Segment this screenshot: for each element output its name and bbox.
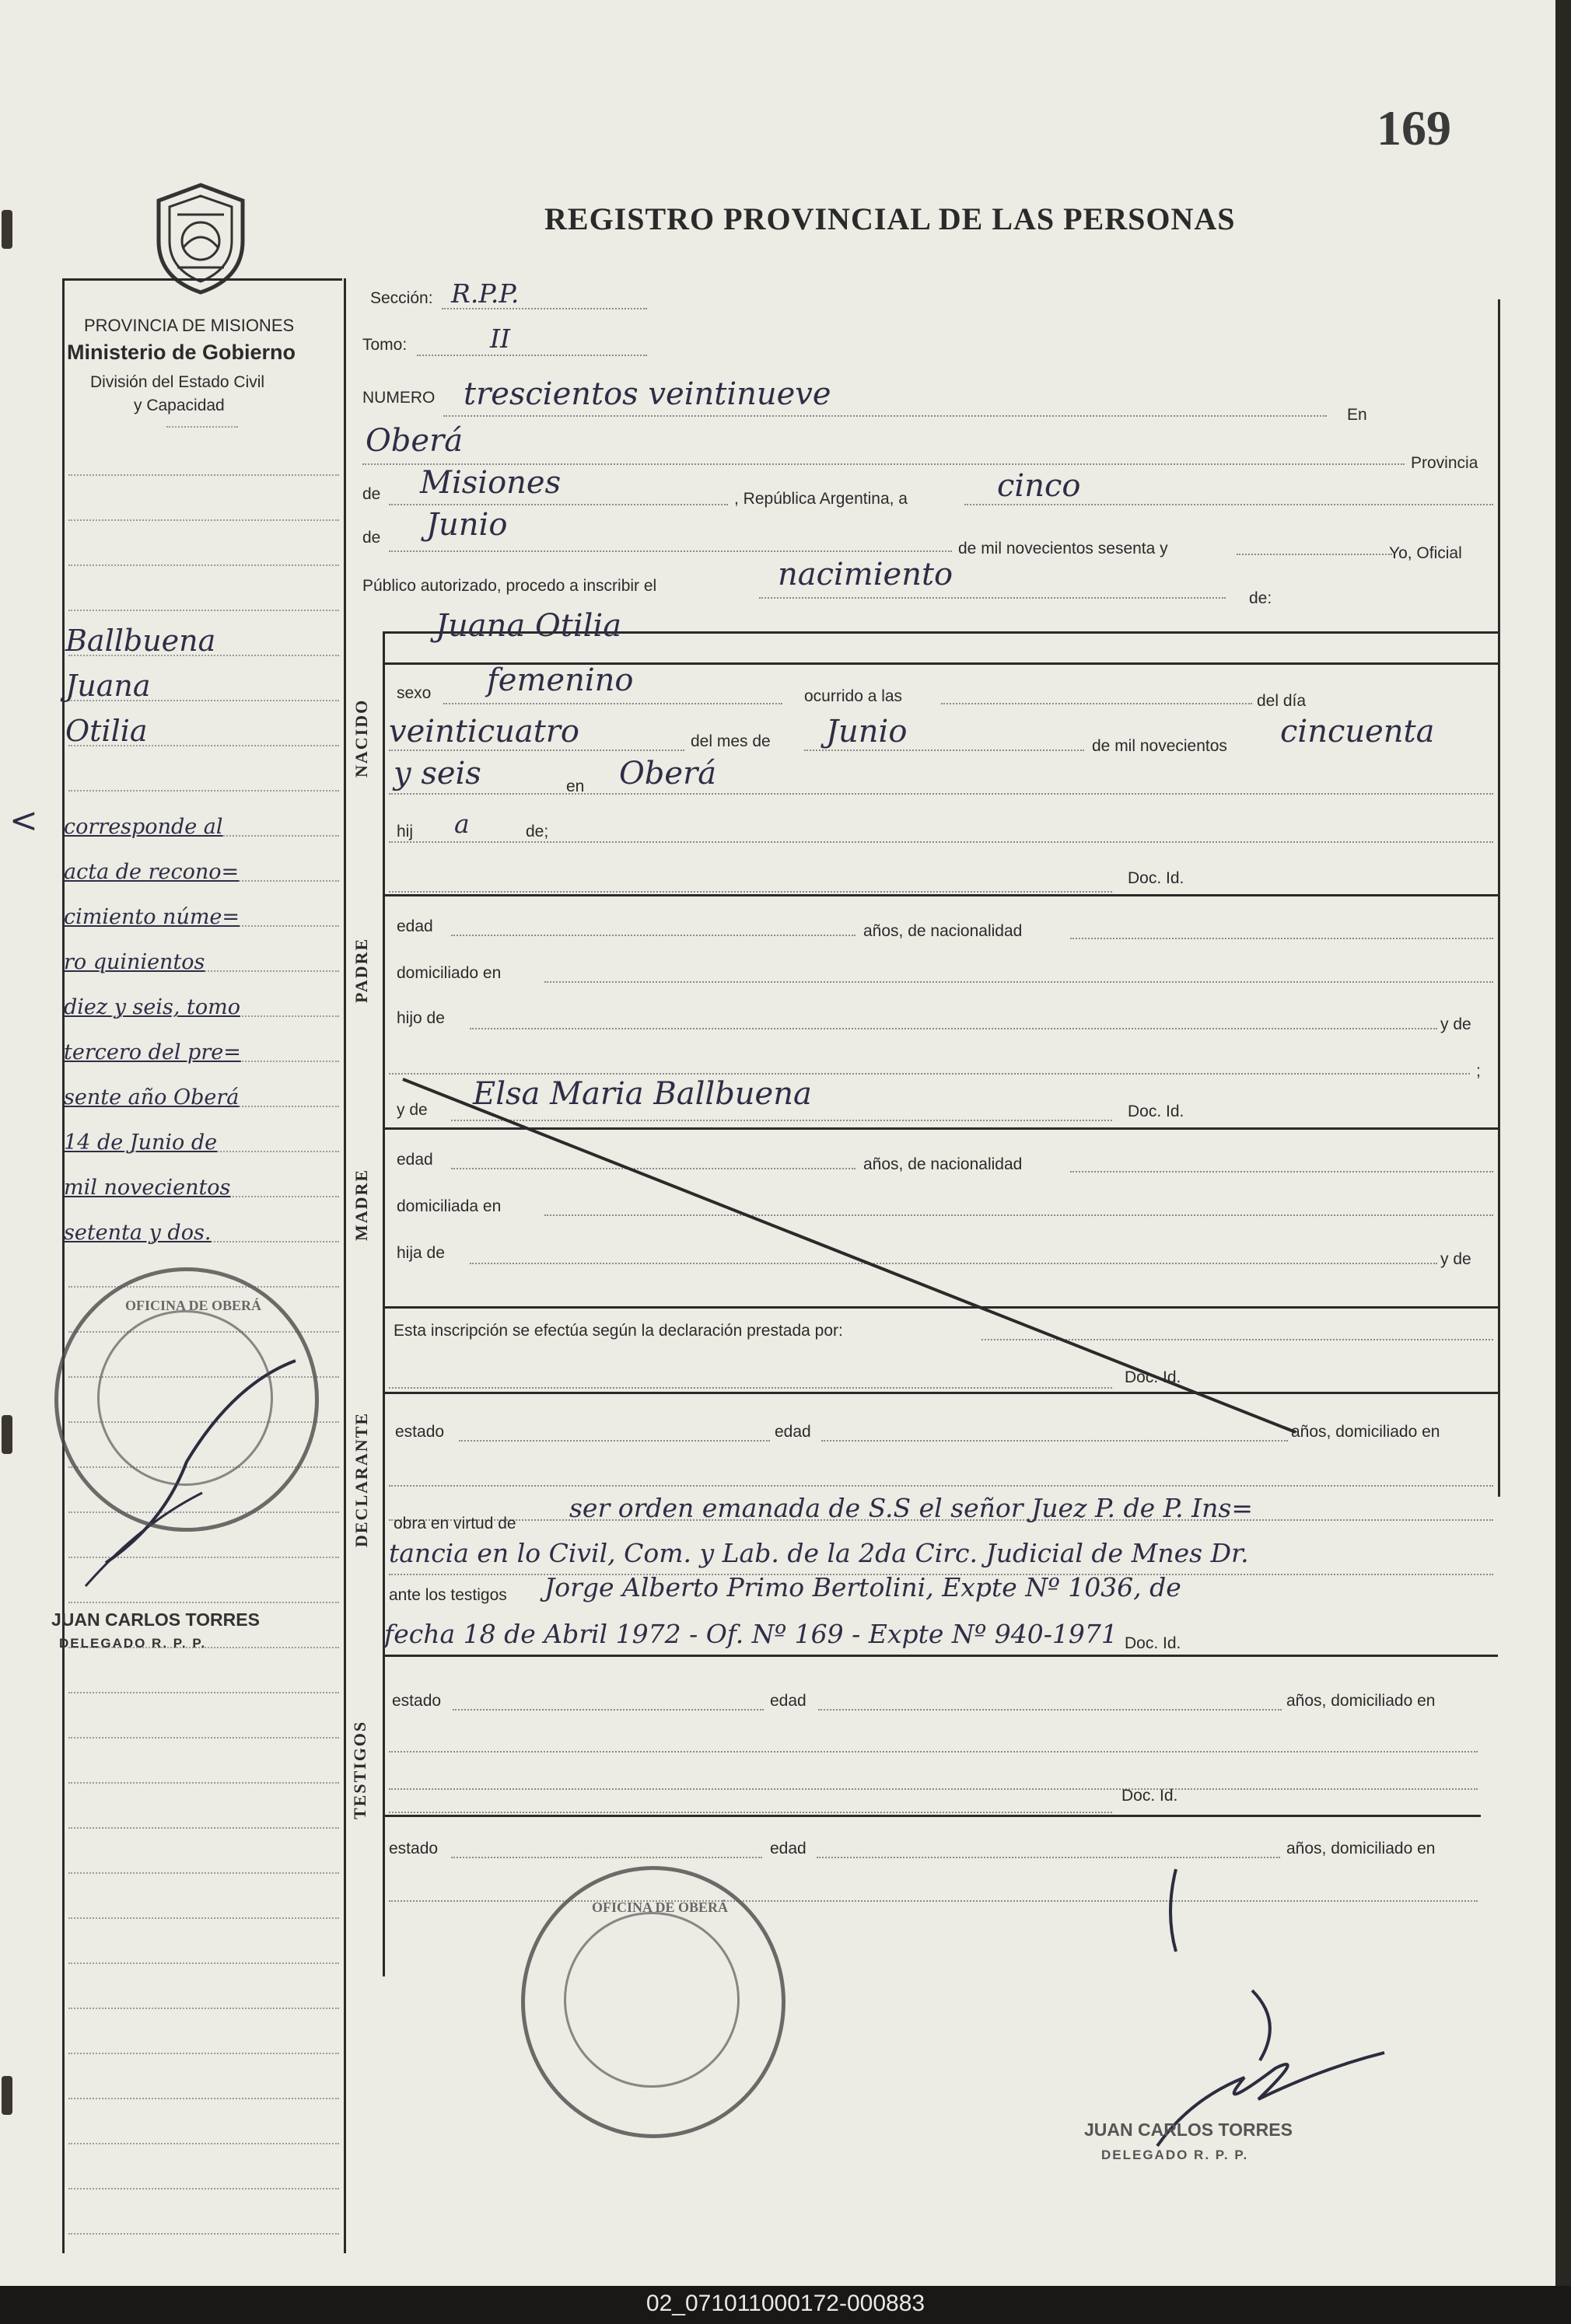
declarante-edad-label: edad: [775, 1423, 811, 1441]
testigo2-estado-label: estado: [389, 1840, 439, 1857]
ocurrido-label: ocurrido a las: [804, 687, 903, 705]
provincia-label: Provincia: [1411, 454, 1478, 472]
republica-label: , República Argentina, a: [734, 490, 908, 508]
office-stamp-bottom: [521, 1866, 786, 2138]
tomo-label: Tomo:: [362, 336, 408, 354]
numero-label: NUMERO: [362, 389, 436, 407]
margin-name-line: Juana: [65, 669, 151, 703]
declarante-dom-label: años, domiciliado en: [1291, 1423, 1440, 1441]
madre-dom-label: domiciliada en: [397, 1197, 502, 1215]
office-stamp-bottom-text: OFICINA DE OBERÁ: [592, 1899, 729, 1915]
padre-doc-label: Doc. Id.: [1128, 869, 1184, 887]
office-stamp-left-inner: [97, 1310, 273, 1486]
obra-line4-value: fecha 18 de Abril 1972 - Of. Nº 169 - Expte Nº 940-1971: [384, 1619, 1118, 1649]
padre-dom-label: domiciliado en: [397, 964, 502, 982]
padre-nac-label: años, de nacionalidad: [863, 922, 1023, 940]
margin-note-line: setenta y dos.: [64, 1221, 212, 1245]
section-label-declarante: DECLARANTE: [352, 1411, 371, 1547]
nombre-value: Juana Otilia: [436, 608, 622, 644]
province-name: PROVINCIA DE MISIONES: [84, 316, 295, 335]
margin-note-line: mil novecientos: [64, 1176, 231, 1200]
division-line1: División del Estado Civil: [90, 373, 265, 391]
declarante-doc-label: Doc. Id.: [1125, 1368, 1181, 1386]
madre-nac-label: años, de nacionalidad: [863, 1155, 1023, 1173]
image-id-caption: 02_071011000172-000883: [646, 2291, 925, 2316]
testigo2-doc-label: Doc. Id.: [1121, 1787, 1178, 1805]
mes-nac-value: Junio: [826, 714, 908, 750]
testigo1-estado-label: estado: [392, 1692, 442, 1710]
de-mil-nov-label: de mil novecientos: [1092, 737, 1227, 755]
testigo1-dom-label: años, domiciliado en: [1286, 1692, 1436, 1710]
delegate-title-left: DELEGADO R. P. P.: [59, 1636, 207, 1651]
padre-semicolon: ;: [1476, 1062, 1481, 1080]
anio-nac-value-2: y seis: [394, 756, 481, 792]
madre-yde2-label: y de: [1440, 1250, 1471, 1268]
division-line2: y Capacidad: [134, 397, 225, 414]
sexo-label: sexo: [397, 684, 432, 702]
del-mes-label: del mes de: [691, 732, 771, 750]
testigo2-dom-label: años, domiciliado en: [1286, 1840, 1436, 1857]
hij-suffix-value: a: [454, 809, 470, 839]
publico-label: Público autorizado, procedo a inscribir el: [362, 577, 657, 595]
section-label-nacido: NACIDO: [352, 698, 371, 778]
anio-nac-value-1: cincuenta: [1280, 714, 1435, 750]
dia-nac-value: veinticuatro: [389, 714, 579, 750]
margin-note-line: corresponde al: [64, 815, 223, 839]
padre-hijo-label: hijo de: [397, 1009, 445, 1027]
declarante-estado-label: estado: [395, 1423, 445, 1441]
lugar-value: Oberá: [366, 423, 464, 459]
section-label-testigos: TESTIGOS: [350, 1720, 369, 1819]
testigo1-doc-label: Doc. Id.: [1125, 1634, 1181, 1652]
madre-doc-label: Doc. Id.: [1128, 1103, 1184, 1120]
delegate-title-bottom: DELEGADO R. P. P.: [1101, 2148, 1249, 2162]
testigo2-edad-label: edad: [770, 1840, 806, 1857]
margin-note-line: ro quinientos: [64, 950, 205, 974]
obra-line2-value: tancia en lo Civil, Com. y Lab. de la 2da Circ. Judicial de Mnes Dr.: [389, 1538, 1249, 1568]
en-label: En: [1347, 406, 1367, 424]
madre-yde-label: y de: [397, 1101, 428, 1119]
margin-note-line: cimiento núme=: [64, 905, 240, 929]
hij-label: hij: [397, 823, 414, 840]
inscripcion-label: Esta inscripción se efectúa según la declaración prestada por:: [394, 1322, 843, 1340]
obra-line1-value: ser orden emanada de S.S el señor Juez P. de P. Ins=: [569, 1493, 1253, 1523]
office-stamp-bottom-inner: [564, 1912, 740, 2088]
numero-value: trescientos veintinueve: [464, 376, 831, 412]
yo-oficial-label: Yo, Oficial: [1389, 544, 1462, 562]
seccion-label: Sección:: [370, 289, 433, 307]
en-lower-label: en: [566, 778, 585, 795]
section-label-padre: PADRE: [352, 937, 371, 1003]
ante-label: ante los testigos: [389, 1586, 507, 1604]
margin-name-line: Ballbuena: [65, 624, 216, 658]
de-label-2: de: [362, 529, 381, 547]
section-label-madre: MADRE: [352, 1168, 371, 1241]
office-stamp-left: [54, 1267, 319, 1532]
page-title: REGISTRO PROVINCIAL DE LAS PERSONAS: [544, 201, 1236, 236]
madre-hija-label: hija de: [397, 1244, 445, 1262]
de-mil-label: de mil novecientos sesenta y: [958, 540, 1168, 557]
ministry-name: Ministerio de Gobierno: [67, 341, 296, 364]
madre-edad-label: edad: [397, 1151, 433, 1169]
lugar-nac-value: Oberá: [619, 756, 717, 792]
padre-yde-label: y de: [1440, 1015, 1471, 1033]
margin-note-line: 14 de Junio de: [64, 1131, 218, 1155]
de-colon-label: de:: [1249, 589, 1272, 607]
seccion-value: R.P.P.: [451, 278, 520, 309]
margin-note-line: acta de recono=: [64, 860, 240, 884]
madre-value: Elsa Maria Ballbuena: [473, 1076, 812, 1112]
hij-de-label: de;: [526, 823, 549, 840]
margin-note-line: diez y seis, tomo: [64, 995, 240, 1019]
tomo-value: II: [490, 323, 511, 354]
acto-value: nacimiento: [778, 557, 953, 592]
padre-edad-label: edad: [397, 917, 433, 935]
obra-line3-value: Jorge Alberto Primo Bertolini, Expte Nº 1036, de: [544, 1572, 1181, 1602]
sexo-value: femenino: [487, 662, 634, 698]
office-stamp-left-text: OFICINA DE OBERÁ: [125, 1298, 262, 1313]
de-label: de: [362, 485, 381, 503]
page-number: 169: [1377, 100, 1451, 156]
del-dia-label: del día: [1257, 692, 1307, 710]
dia-value: cinco: [997, 468, 1081, 504]
obra-label: obra en virtud de: [394, 1515, 516, 1532]
margin-name-line: Otilia: [65, 714, 148, 748]
margin-bracket: <: [9, 801, 38, 840]
testigo1-edad-label: edad: [770, 1692, 806, 1710]
margin-note-line: sente año Oberá: [64, 1085, 240, 1110]
mes-value: Junio: [426, 507, 508, 543]
delegate-name-bottom: JUAN CARLOS TORRES: [1084, 2120, 1293, 2140]
margin-note-line: tercero del pre=: [64, 1040, 241, 1064]
delegate-name-left: JUAN CARLOS TORRES: [51, 1609, 260, 1630]
provincia-value: Misiones: [420, 465, 562, 501]
